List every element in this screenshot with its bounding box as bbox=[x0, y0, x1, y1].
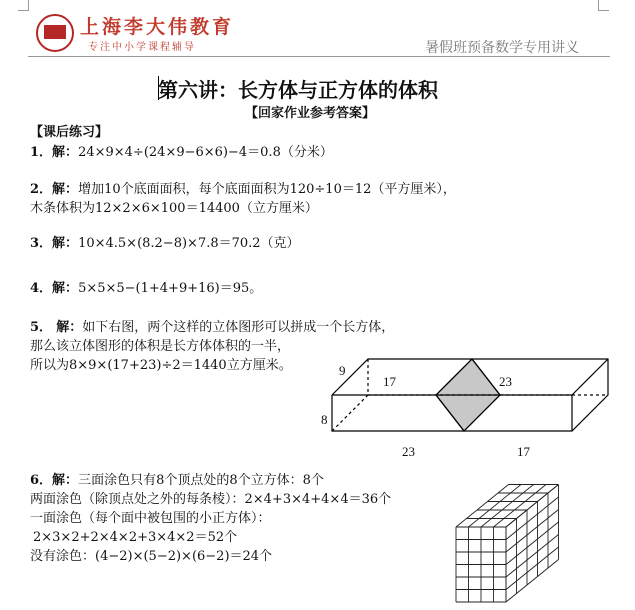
label-17-top: 17 bbox=[383, 374, 396, 389]
answer-label: 解： bbox=[52, 473, 79, 488]
label-23-top: 23 bbox=[499, 374, 512, 389]
grid-line bbox=[456, 485, 509, 528]
answer-6-line-4: 2×3×2+2×4×2+3×4×2＝52个 bbox=[33, 530, 238, 545]
answer-5-line-3: 所以为8×9×(17+23)÷2＝1440立方厘米。 bbox=[30, 358, 292, 373]
answer-label: 解： bbox=[52, 236, 79, 251]
label-9: 9 bbox=[339, 363, 346, 378]
answer-number: 3． bbox=[30, 236, 53, 251]
page-title: 第六讲：长方体与正方体的体积 bbox=[158, 78, 438, 102]
answer-text: 增加10个底面面积，每个底面面积为120÷10＝12（平方厘米）， bbox=[78, 182, 456, 197]
answer-6-line-2: 两面涂色（除顶点处之外的每条棱）：2×4+3×4+4×4＝36个 bbox=[30, 492, 392, 507]
section-heading: 【课后练习】 bbox=[30, 125, 109, 140]
answer-number: 4． bbox=[30, 281, 53, 296]
header-label: 暑假班预备数学专用讲义 bbox=[425, 40, 579, 56]
grid-line bbox=[506, 560, 559, 603]
label-17-bottom: 17 bbox=[517, 444, 530, 459]
label-8: 8 bbox=[321, 412, 328, 427]
answer-label: 解： bbox=[52, 145, 79, 160]
grid-line bbox=[506, 485, 559, 528]
grid-line bbox=[506, 535, 559, 578]
answer-number: 2． bbox=[30, 182, 53, 197]
answer-label: 解： bbox=[56, 320, 83, 335]
answer-text: 24×9×4÷(24×9−6×6)−4＝0.8（分米） bbox=[78, 145, 333, 160]
answer-number: 1． bbox=[30, 145, 53, 160]
brand-slogan: 专注中小学课程辅导 bbox=[88, 42, 196, 53]
answer-2-line-2: 木条体积为12×2×6×100＝14400（立方厘米） bbox=[30, 201, 318, 216]
answer-text: 5×5×5−(1+4+9+16)＝95。 bbox=[78, 281, 263, 296]
answer-label: 解： bbox=[52, 281, 79, 296]
label-23-bottom: 23 bbox=[402, 444, 415, 459]
answer-6-line-3: 一面涂色（每个面中被包围的小正方体）： bbox=[30, 511, 271, 526]
page-subtitle: 【回家作业参考答案】 bbox=[245, 106, 376, 121]
answer-number: 5． bbox=[30, 320, 53, 335]
answer-6-line-5: 没有涂色：(4−2)×(5−2)×(6−2)＝24个 bbox=[30, 549, 273, 564]
answer-text: 三面涂色只有8个顶点处的8个立方体：8个 bbox=[78, 473, 324, 488]
grid-line bbox=[469, 485, 522, 528]
answer-label: 解： bbox=[52, 182, 79, 197]
answer-5-line-2: 那么该立体图形的体积是长方体体积的一半， bbox=[30, 339, 291, 354]
answer-text: 如下右图，两个这样的立体图形可以拼成一个长方体， bbox=[82, 320, 395, 335]
grid-line bbox=[506, 522, 559, 565]
brand-name: 上海李大伟教育 bbox=[80, 16, 235, 38]
grid-line bbox=[506, 547, 559, 590]
grid-line bbox=[494, 485, 547, 528]
answer-number: 6． bbox=[30, 473, 53, 488]
grid-line bbox=[506, 510, 559, 553]
answer-text: 10×4.5×(8.2−8)×7.8＝70.2（克） bbox=[78, 236, 300, 251]
grid-line bbox=[481, 485, 534, 528]
